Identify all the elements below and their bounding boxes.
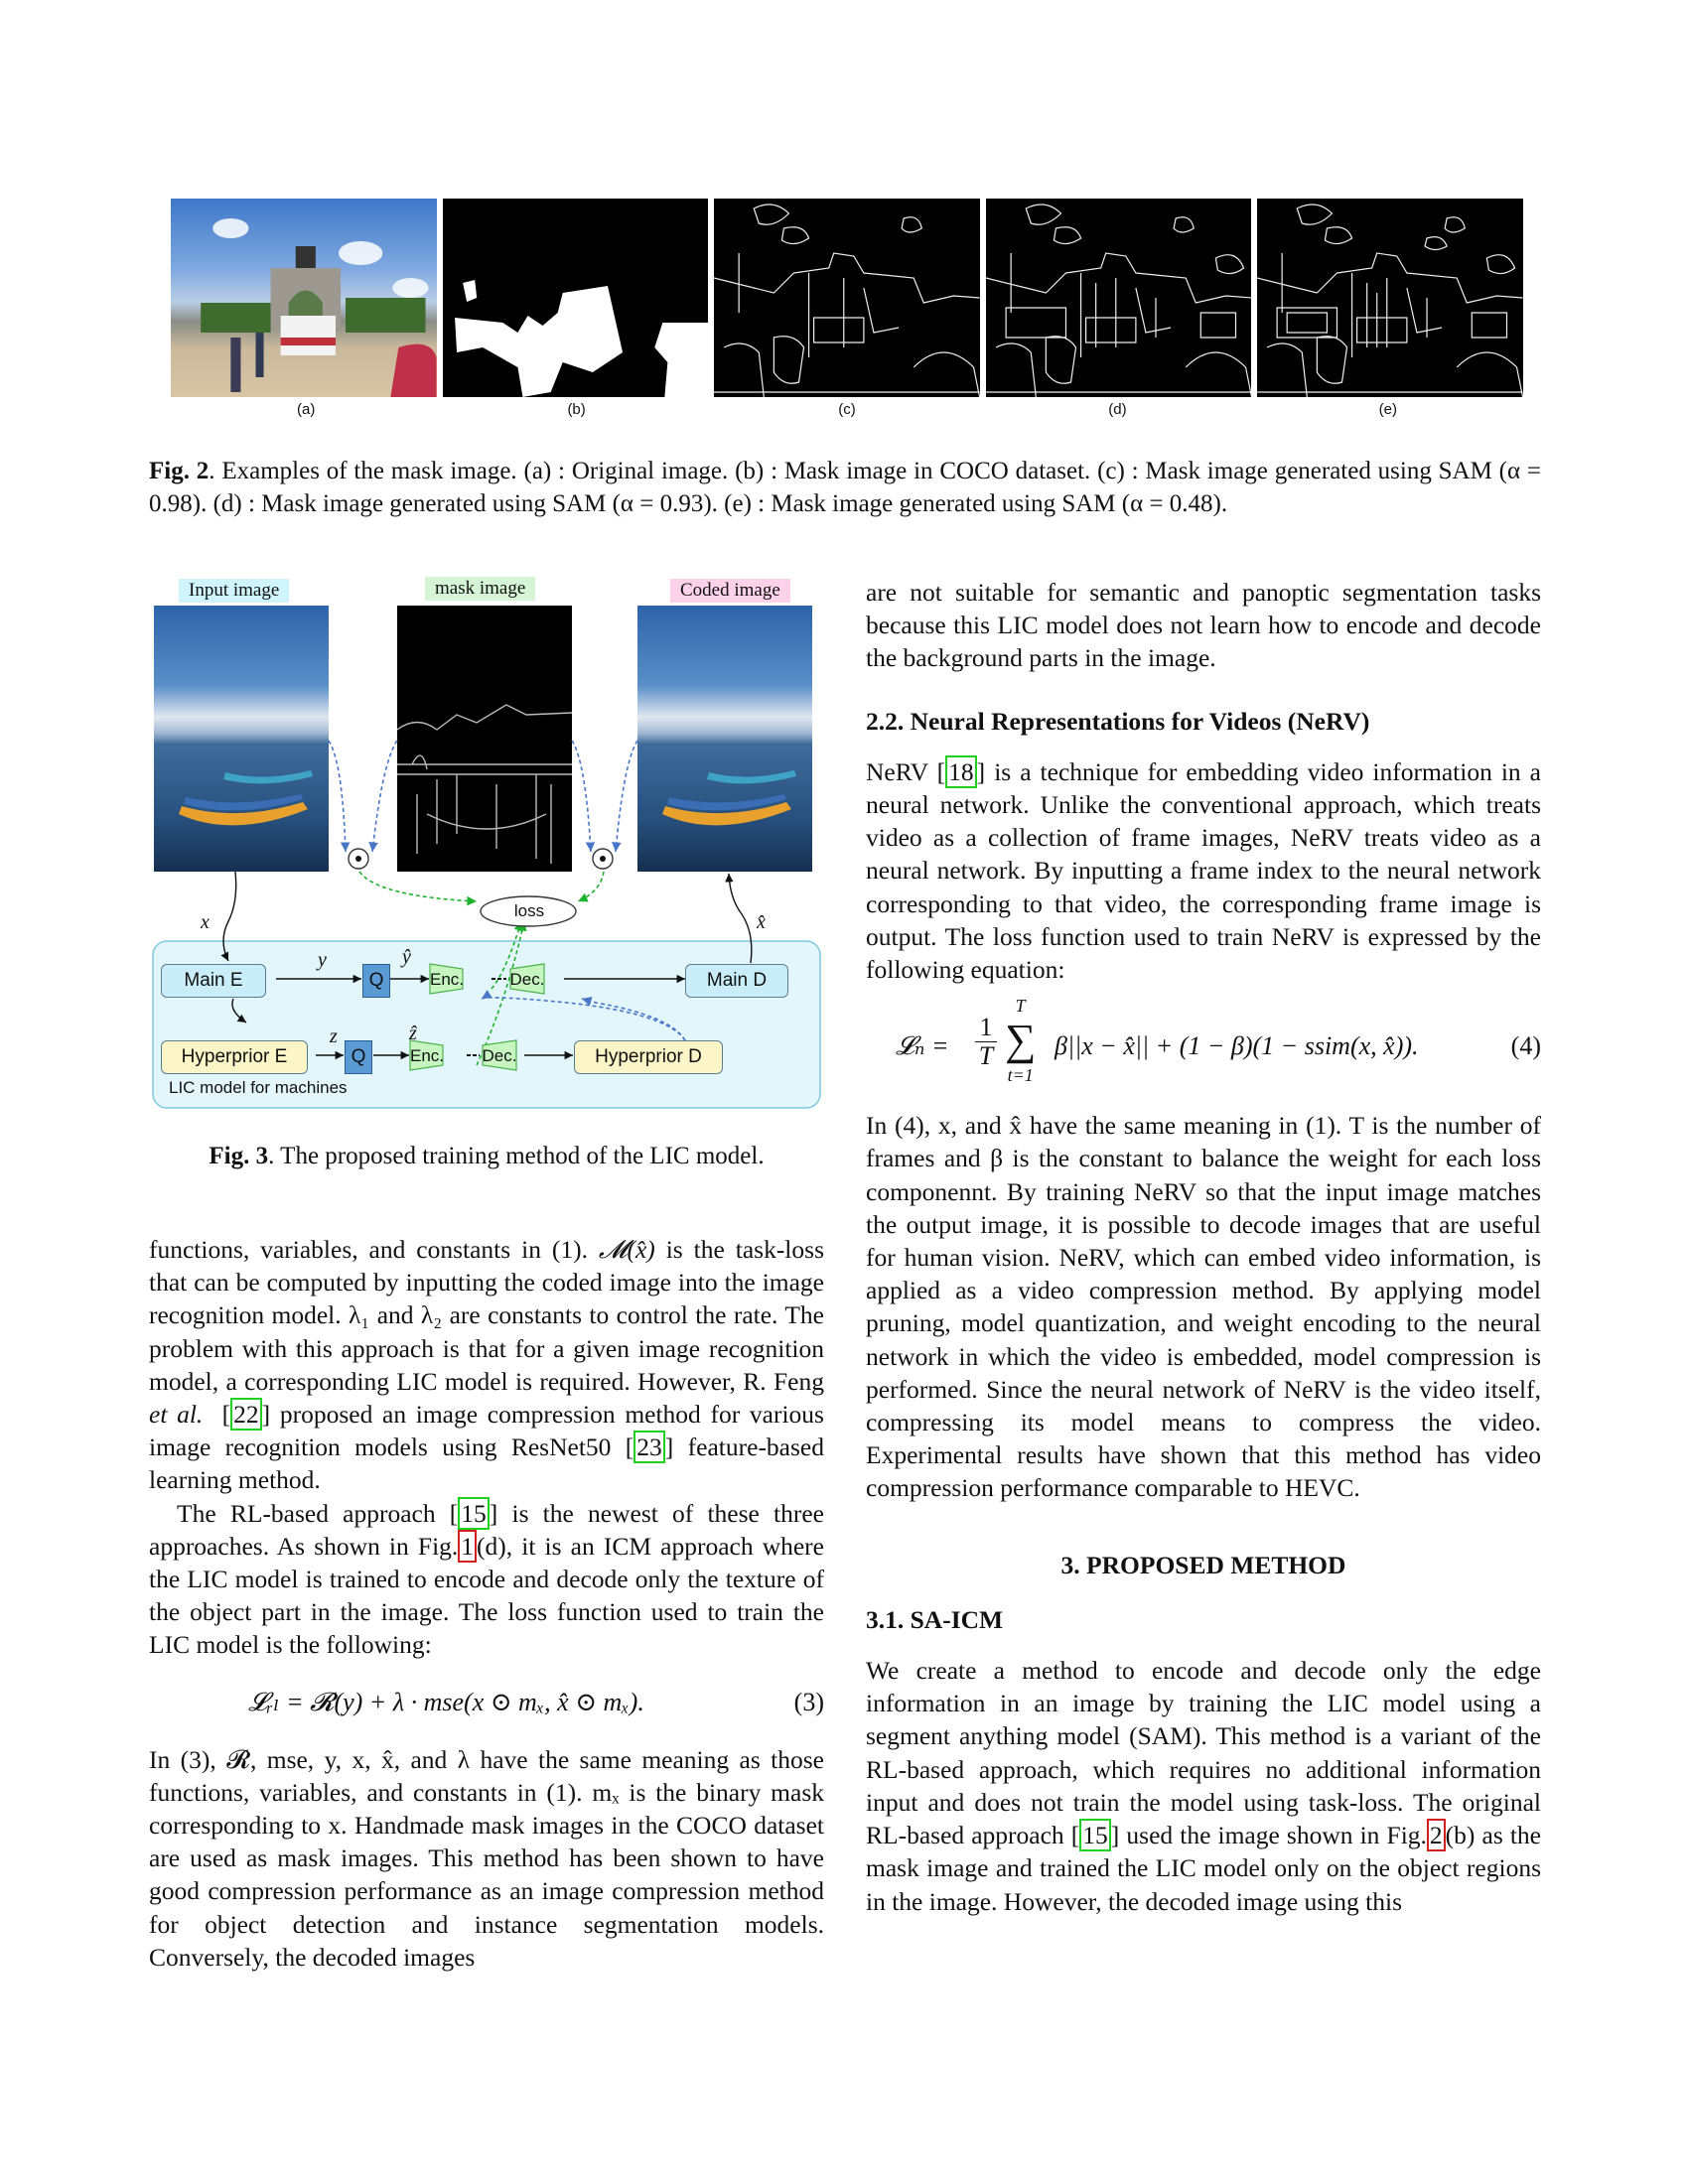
- citation-link-15b[interactable]: 15: [1079, 1819, 1111, 1851]
- fig2-caption-text: . Examples of the mask image. (a) : Original image. (b) : Mask image in COCO dataset. (c) : Mask image generated using SAM (α = 0.98). (d) : Mask image generated using SAM (α = 0.93). (e) : Mask image generated using SAM (α = 0.48).: [149, 458, 1541, 517]
- fig2-panel-d-sam-mask-093: [986, 199, 1252, 397]
- section-heading-3-1: 3.1. SA-ICM: [866, 1604, 1004, 1634]
- section-heading-2-2: 2.2. Neural Representations for Videos (NeRV): [866, 706, 1370, 736]
- right-column-text: [866, 576, 1541, 1918]
- tag-coded-image: Coded image: [670, 579, 790, 603]
- equation-4: [866, 986, 1541, 1105]
- equation-4-fraction: 1 T: [975, 1014, 997, 1070]
- figure-2-caption: [149, 455, 1541, 520]
- fig2-panel-c-sam-mask-098: [714, 199, 980, 397]
- fig3-caption-text: . The proposed training method of the LIC model.: [268, 1143, 765, 1169]
- paragraph-sa-icm: We create a method to encode and decode only the edge information in an image by training the LIC model using a segment anything model (SAM). This method is a variant of the RL-based approach, which requires no additional information input and does not train the model using task-loss. The original RL-based approach [ 15 ] used the image shown in Fig. 2 (b) as the mask image and trained the LIC model only on the object regions in the image. However, the decoded image using this: [866, 1656, 1541, 1916]
- paragraph-background-parts: are not suitable for semantic and panoptic segmentation tasks because this LIC model does not learn how to encode and decode the background parts in the image.: [866, 578, 1541, 673]
- quantizer-node-2: Q: [345, 1040, 372, 1074]
- var-xhat-label: x̂: [757, 911, 766, 933]
- equation-4-rhs: β||x − x̂|| + (1 − β)(1 − ssim(x, x̂)).: [1055, 1031, 1419, 1061]
- equation-3: [149, 1670, 824, 1735]
- loss-node: loss: [513, 901, 545, 920]
- fig2-label-b: (b): [567, 401, 586, 418]
- entropy-decoder-node-2: Dec.: [482, 1046, 517, 1065]
- figure-link-1[interactable]: 1: [458, 1530, 477, 1563]
- paragraph-rl-approach: The RL-based approach [ 15 ] is the newest of these three approaches. As shown in Fig. 1 (d), it is an ICM approach where the LIC model is trained to encode and decode only the texture of the object part in the image. The loss function used to train the LIC model is the following:: [149, 1498, 824, 1660]
- equation-4-number: (4): [1510, 1031, 1541, 1061]
- figure-3-diagram: [149, 574, 824, 1115]
- equation-3-number: (3): [793, 1687, 824, 1716]
- paragraph-task-loss: functions, variables, and constants in (1). 𝓜(x̂) is the task-loss that can be computed by inputting the coded image into the image recognition model. λ₁ and λ₂ are constants to control the rate. The problem with this approach is that for a given image recognition model, a corresponding LIC model is required. However, R. Feng et al. [ 22 ] proposed an image compression method for various image recognition models using ResNet50 [ 23 ] feature-based learning method.: [149, 1235, 824, 1495]
- fig2-label-c: (c): [838, 401, 856, 418]
- citation-link-23[interactable]: 23: [633, 1431, 665, 1463]
- var-yhat-label: ŷ: [402, 946, 411, 968]
- paragraph-nerv-intro: NeRV [ 18 ] is a technique for embedding video information in a neural network. Unlike the conventional approach, which treats video as a collection of frame images, NeRV treats video as a neural network. By inputting a frame index to the neural network corresponding to that video, the corresponding frame image is output. The loss function used to train NeRV is expressed by the following equation:: [866, 756, 1541, 985]
- var-x-label: x: [201, 911, 210, 933]
- tag-mask-image: mask image: [425, 577, 535, 601]
- equation-4-lhs: 𝓛ₙ =: [896, 1031, 949, 1061]
- citation-link-18[interactable]: 18: [945, 755, 977, 788]
- var-y-label: y: [318, 949, 327, 971]
- entropy-decoder-node-1: Dec.: [509, 970, 545, 989]
- section-heading-3: 3. PROPOSED METHOD: [1060, 1550, 1346, 1579]
- fig2-panel-a-original-image: [171, 199, 437, 397]
- sigma-symbol: ∑: [1005, 1016, 1037, 1065]
- citation-link-22[interactable]: 22: [230, 1398, 262, 1431]
- fig3-caption-label: Fig. 3: [209, 1143, 269, 1169]
- citation-link-15[interactable]: 15: [458, 1497, 490, 1530]
- main-decoder-node: Main D: [685, 964, 788, 998]
- fig2-label-a: (a): [297, 401, 316, 418]
- fig2-panel-b-coco-mask: [443, 199, 709, 397]
- var-z-label: z: [330, 1025, 338, 1047]
- fig2-label-d: (d): [1108, 401, 1127, 418]
- equation-3-body: 𝓛ᵣₗ = 𝓡(y) + λ · mse(x ⊙ mₓ, x̂ ⊙ mₓ).: [248, 1687, 644, 1716]
- entropy-encoder-node-2: Enc.: [409, 1046, 445, 1065]
- quantizer-node-1: Q: [362, 964, 390, 998]
- lic-model-box-label: LIC model for machines: [169, 1078, 348, 1097]
- left-column-text: [149, 1233, 824, 1974]
- figure-2-panels: [171, 199, 1523, 397]
- hyperprior-encoder-node: Hyperprior E: [161, 1040, 308, 1074]
- fig2-label-e: (e): [1378, 401, 1397, 418]
- fig2-panel-e-sam-mask-048: [1257, 199, 1523, 397]
- paragraph-coco-mask: In (3), 𝓡, mse, y, x, x̂, and λ have the same meaning as those functions, variables, and constants in (1). mₓ is the binary mask corresponding to x. Handmade mask images in the COCO dataset are used as mask images. This method has been shown to have good compression performance as an image compression method for object detection and instance segmentation models. Conversely, the decoded images: [149, 1744, 824, 1972]
- main-encoder-node: Main E: [161, 964, 266, 998]
- paragraph-nerv-details: In (4), x, and x̂ have the same meaning in (1). T is the number of frames and β is the constant to balance the weight for each loss componennt. By training NeRV so that the input image matches the output image, it is possible to decode images that are useful for human vision. NeRV, which can embed video information, is applied as a video compression method. By applying model pruning, model quantization, and weight encoding to the neural network in which the video is embedded, model compression is performed. Since the neural network of NeRV is the video itself, compressing its model means to compress the video. Experimental results have shown that this method has video compression performance comparable to HEVC.: [866, 1111, 1541, 1503]
- fig2-caption-label: Fig. 2: [149, 458, 210, 484]
- var-zhat-label: ẑ: [409, 1023, 417, 1044]
- equation-4-summation: T ∑ t=1: [1005, 996, 1037, 1086]
- hyperprior-decoder-node: Hyperprior D: [574, 1040, 723, 1074]
- entropy-encoder-node-1: Enc.: [429, 970, 465, 989]
- figure-2-panel-labels: [171, 401, 1523, 418]
- figure-3-caption: [149, 1140, 824, 1172]
- figure-link-2[interactable]: 2: [1427, 1819, 1446, 1851]
- tag-input-image: Input image: [179, 579, 289, 603]
- diagram-connectors: [149, 574, 824, 1115]
